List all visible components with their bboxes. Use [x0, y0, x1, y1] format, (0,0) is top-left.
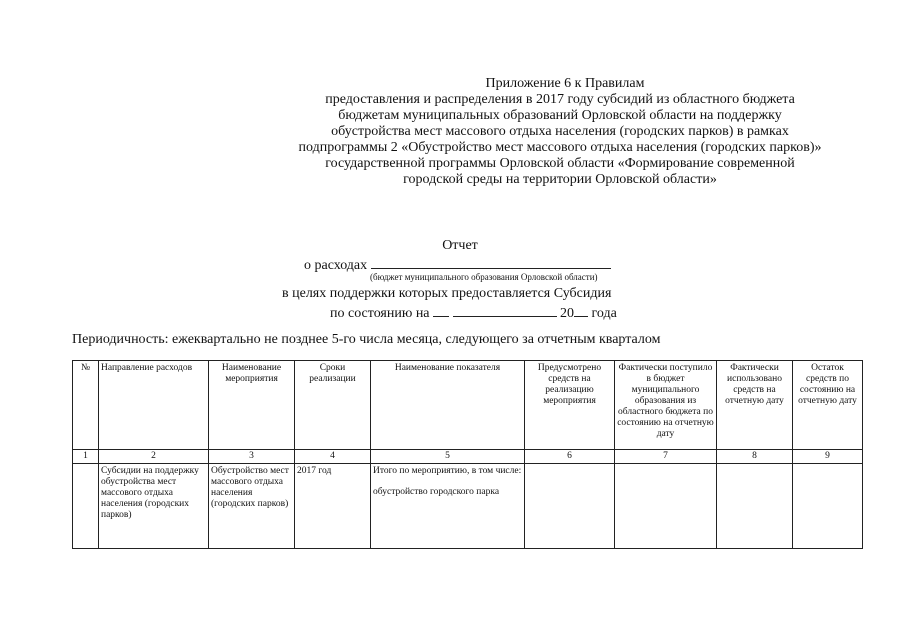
cell-planned — [525, 464, 615, 549]
header-line: городской среды на территории Орловской области» — [403, 172, 717, 187]
cell-event: Обустройство мест массового отдыха населения (городских парков) — [209, 464, 295, 549]
indicator-total: Итого по мероприятию, в том числе: — [373, 466, 522, 476]
year-prefix: 20 — [560, 306, 575, 321]
indicator-item: обустройство городского парка — [373, 487, 500, 497]
header-line: государственной программы Орловской области «Формирование современной — [325, 156, 795, 171]
header-line: обустройства мест массового отдыха населения (городских парков) в рамках — [331, 124, 789, 139]
expenses-note: (бюджет муниципального образования Орловской области) — [370, 272, 598, 282]
header-line: бюджетам муниципальных образований Орловской области на поддержку — [338, 108, 782, 123]
col-header: Остаток средств по состоянию на отчетную дату — [793, 361, 863, 450]
cell-num — [73, 464, 99, 549]
date-line — [330, 304, 617, 322]
month-blank — [453, 304, 557, 317]
col-number: 1 — [73, 450, 99, 464]
col-header: Сроки реализации — [295, 361, 371, 450]
header-line: подпрограммы 2 «Обустройство мест массового отдыха населения (городских парков)» — [298, 140, 822, 155]
column-number-row — [73, 450, 863, 464]
year-blank — [574, 304, 588, 317]
date-suffix: года — [591, 306, 617, 321]
cell-remainder — [793, 464, 863, 549]
col-number: 8 — [717, 450, 793, 464]
cell-period: 2017 год — [295, 464, 371, 549]
cell-received — [615, 464, 717, 549]
col-number: 2 — [99, 450, 209, 464]
col-number: 5 — [371, 450, 525, 464]
col-header: Предусмотрено средств на реализацию мероприятия — [525, 361, 615, 450]
col-header: Фактически использовано средств на отчетную дату — [717, 361, 793, 450]
col-header: Фактически поступило в бюджет муниципального образования из областного бюджета по состоянию на отчетную дату — [615, 361, 717, 450]
day-blank — [433, 304, 449, 317]
purpose-line: в целях поддержки которых предоставляется Субсидия — [282, 286, 612, 301]
col-number: 3 — [209, 450, 295, 464]
col-header: № — [73, 361, 99, 450]
expenses-label: о расходах — [304, 258, 368, 273]
header-line: Приложение 6 к Правилам — [485, 76, 645, 91]
cell-direction: Субсидии на поддержку обустройства мест массового отдыха населения (городских парков) — [99, 464, 209, 549]
col-number: 4 — [295, 450, 371, 464]
report-title: Отчет — [442, 238, 478, 253]
col-number: 6 — [525, 450, 615, 464]
header-line: предоставления и распределения в 2017 году субсидий из областного бюджета — [325, 92, 795, 107]
date-prefix: по состоянию на — [330, 306, 430, 321]
col-number: 7 — [615, 450, 717, 464]
col-header: Наименование мероприятия — [209, 361, 295, 450]
col-header: Направление расходов — [99, 361, 209, 450]
periodicity: Периодичность: ежеквартально не позднее 5-го числа месяца, следующего за отчетным кварталом — [72, 332, 661, 347]
col-header: Наименование показателя — [371, 361, 525, 450]
document-header — [250, 76, 870, 188]
expenses-blank — [371, 256, 611, 269]
table-row — [73, 464, 863, 549]
cell-used — [717, 464, 793, 549]
cell-indicator — [371, 464, 525, 549]
col-number: 9 — [793, 450, 863, 464]
report-table — [72, 360, 863, 549]
table-header-row — [73, 361, 863, 450]
